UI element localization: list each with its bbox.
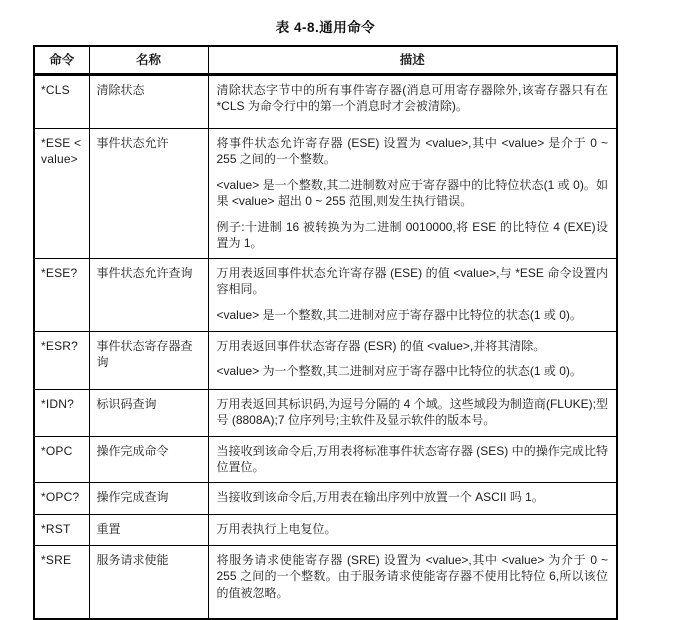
- column-header-description: 描述: [208, 46, 617, 74]
- name-cell: 服务请求使能: [89, 545, 208, 619]
- command-cell: *ESE?: [34, 258, 89, 331]
- command-cell: *ESE <value>: [34, 128, 89, 258]
- name-cell: 重置: [89, 514, 208, 545]
- table-row: [34, 545, 617, 619]
- description-cell: [208, 514, 617, 545]
- description-paragraph: <value> 为一个整数,其二进制对应于寄存器中比特位的状态(1 或 0)。: [216, 364, 582, 378]
- description-cell: [208, 258, 617, 331]
- description-cell: [208, 482, 617, 514]
- description-cell: [208, 74, 617, 128]
- description-paragraph: 万用表执行上电复位。: [216, 521, 337, 536]
- commands-table: [33, 45, 618, 620]
- description-cell: [208, 331, 617, 389]
- description-cell: [208, 389, 617, 436]
- description-paragraph: 例子:十进制 16 被转换为为二进制 0010000,将 ESE 的比特位 4 (EXE)设置为 1。: [216, 219, 608, 250]
- description-paragraph: 将服务请求使能寄存器 (SRE) 设置为 <value>,其中 <value> 为介于 0 ~ 255 之间的一个整数。由于服务请求使能寄存器不使用比特位 6,所以该位的值被忽略。: [216, 552, 608, 600]
- description-cell: [208, 436, 617, 482]
- description-paragraph: 当接收到该命令后,万用表在输出序列中放置一个 ASCII 吗 1。: [216, 489, 544, 504]
- command-cell: *OPC?: [34, 482, 89, 514]
- table-row: [34, 436, 617, 482]
- column-header-name: 名称: [89, 46, 208, 74]
- command-cell: *RST: [34, 514, 89, 545]
- description-paragraph: 万用表返回事件状态允许寄存器 (ESE) 的值 <value>,与 *ESE 命令设置内容相同。: [216, 265, 608, 296]
- name-cell: 事件状态寄存器查询: [89, 331, 208, 389]
- name-cell: 操作完成查询: [89, 482, 208, 514]
- description-cell: [208, 545, 617, 619]
- description-paragraph: <value> 是一个整数,其二进制数对应于寄存器中的比特位状态(1 或 0)。如果 <value> 超出 0 ~ 255 范围,则发生执行错误。: [216, 177, 608, 208]
- command-cell: *SRE: [34, 545, 89, 619]
- description-cell: [208, 128, 617, 258]
- description-paragraph: 万用表返回其标识码,为逗号分隔的 4 个域。这些域段为制造商(FLUKE);型号 (8808A);7 位序列号;主软件及显示软件的版本号。: [216, 396, 608, 427]
- name-cell: 事件状态允许: [89, 128, 208, 258]
- column-header-command: 命令: [34, 46, 89, 74]
- table-row: [34, 331, 617, 389]
- name-cell: 事件状态允许查询: [89, 258, 208, 331]
- description-paragraph: 万用表返回事件状态寄存器 (ESR) 的值 <value>,并将其清除。: [216, 338, 546, 353]
- name-cell: 标识码查询: [89, 389, 208, 436]
- table-row: [34, 482, 617, 514]
- table-row: [34, 514, 617, 545]
- table-title: 表 4-8.通用命令: [275, 20, 376, 35]
- table-row: [34, 258, 617, 331]
- command-cell: *IDN?: [34, 389, 89, 436]
- table-row: [34, 128, 617, 258]
- command-cell: *OPC: [34, 436, 89, 482]
- command-cell: *ESR?: [34, 331, 89, 389]
- name-cell: 清除状态: [89, 74, 208, 128]
- table-header-row: [34, 46, 617, 74]
- description-paragraph: <value> 是一个整数,其二进制对应于寄存器中比特位的状态(1 或 0)。: [216, 307, 582, 322]
- description-paragraph: 将事件状态允许寄存器 (ESE) 设置为 <value>,其中 <value> 是介于 0 ~ 255 之间的一个整数。: [216, 135, 608, 166]
- description-paragraph: 当接收到该命令后,万用表将标准事件状态寄存器 (SES) 中的操作完成比特位置位。: [216, 443, 608, 474]
- table-row: [34, 389, 617, 436]
- table-row: [34, 74, 617, 128]
- description-paragraph: 清除状态字节中的所有事件寄存器(消息可用寄存器除外,该寄存器只有在 *CLS 为命令行中的第一个消息时才会被清除)。: [216, 82, 608, 113]
- name-cell: 操作完成命令: [89, 436, 208, 482]
- command-cell: *CLS: [34, 74, 89, 128]
